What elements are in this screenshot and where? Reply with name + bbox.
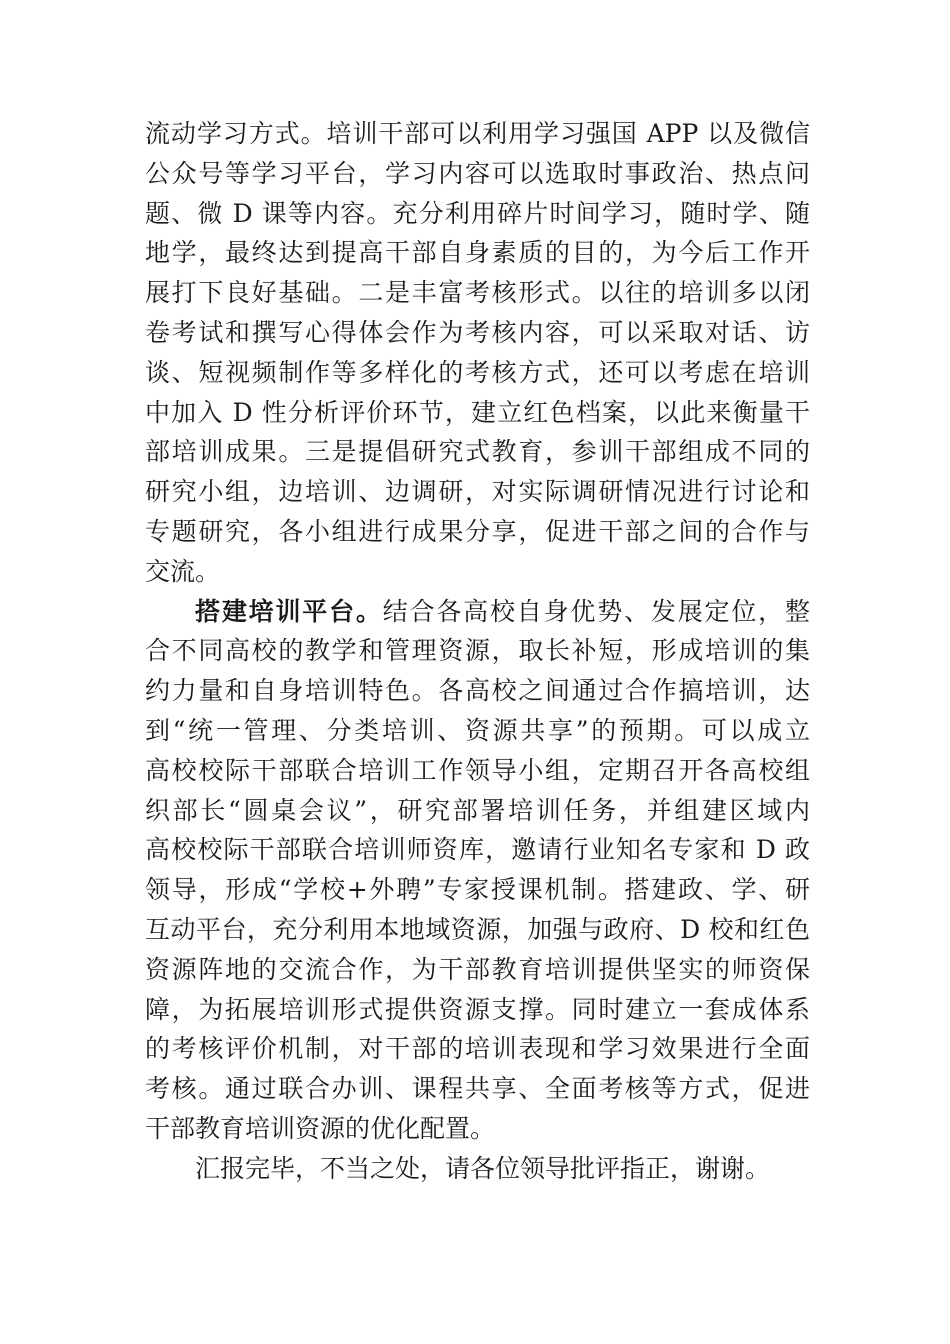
paragraph-study-and-assessment [145, 114, 810, 592]
text-line: 公众号等学习平台，学习内容可以选取时事政治、热点问 [145, 158, 810, 188]
text-line: 中加入 D 性分析评价环节，建立红色档案，以此来衡量干 [145, 397, 810, 427]
text-line: 资源阵地的交流合作，为干部教育培训提供坚实的师资保 [145, 954, 810, 984]
text-line: 高校校际干部联合培训工作领导小组，定期召开各高校组 [145, 755, 810, 785]
text-line: 流动学习方式。培训干部可以利用学习强国 APP 以及微信 [145, 119, 810, 148]
text-line: 合不同高校的教学和管理资源，取长补短，形成培训的集 [145, 636, 810, 666]
text-line: 干部教育培训资源的优化配置。 [145, 1113, 496, 1143]
paragraph-closing [145, 1149, 810, 1189]
paragraph-training-platform [145, 592, 810, 1149]
text-line: 到“统一管理、分类培训、资源共享”的预期。可以成立 [145, 715, 810, 745]
text-line: 互动平台，充分利用本地域资源，加强与政府、D 校和红色 [145, 914, 810, 944]
text-line: 的考核评价机制，对干部的培训表现和学习效果进行全面 [145, 1034, 810, 1064]
text-line: 高校校际干部联合培训师资库，邀请行业知名专家和 D 政 [145, 835, 810, 865]
closing-line: 汇报完毕，不当之处，请各位领导批评指正，谢谢。 [195, 1153, 771, 1183]
text-line: 约力量和自身培训特色。各高校之间通过合作搞培训，达 [145, 676, 810, 706]
text-line: 专题研究，各小组进行成果分享，促进干部之间的合作与 [145, 516, 810, 546]
text-line: 织部长“圆桌会议”，研究部署培训任务，并组建区域内 [145, 795, 810, 825]
heading-line-text: 结合各高校自身优势、发展定位，整 [382, 596, 810, 626]
text-line: 交流。 [145, 556, 221, 586]
text-line: 考核。通过联合办训、课程共享、全面考核等方式，促进 [145, 1074, 810, 1104]
text-line: 展打下良好基础。二是丰富考核形式。以往的培训多以闭 [145, 278, 810, 308]
text-line: 地学，最终达到提高干部自身素质的目的，为今后工作开 [145, 238, 810, 268]
document-body [145, 114, 810, 1189]
text-line-first [145, 592, 810, 632]
text-line: 领导，形成“学校+外聘”专家授课机制。搭建政、学、研 [145, 875, 810, 905]
text-line: 题、微 D 课等内容。充分利用碎片时间学习，随时学、随 [145, 198, 810, 228]
text-line: 谈、短视频制作等多样化的考核方式，还可以考虑在培训 [145, 357, 810, 387]
text-line: 部培训成果。三是提倡研究式教育，参训干部组成不同的 [145, 437, 810, 467]
text-line: 障，为拓展培训形式提供资源支撑。同时建立一套成体系 [145, 994, 810, 1024]
text-line: 卷考试和撰写心得体会作为考核内容，可以采取对话、访 [145, 317, 810, 347]
text-line: 研究小组，边培训、边调研，对实际调研情况进行讨论和 [145, 477, 810, 507]
section-heading: 搭建培训平台。 [195, 596, 383, 626]
